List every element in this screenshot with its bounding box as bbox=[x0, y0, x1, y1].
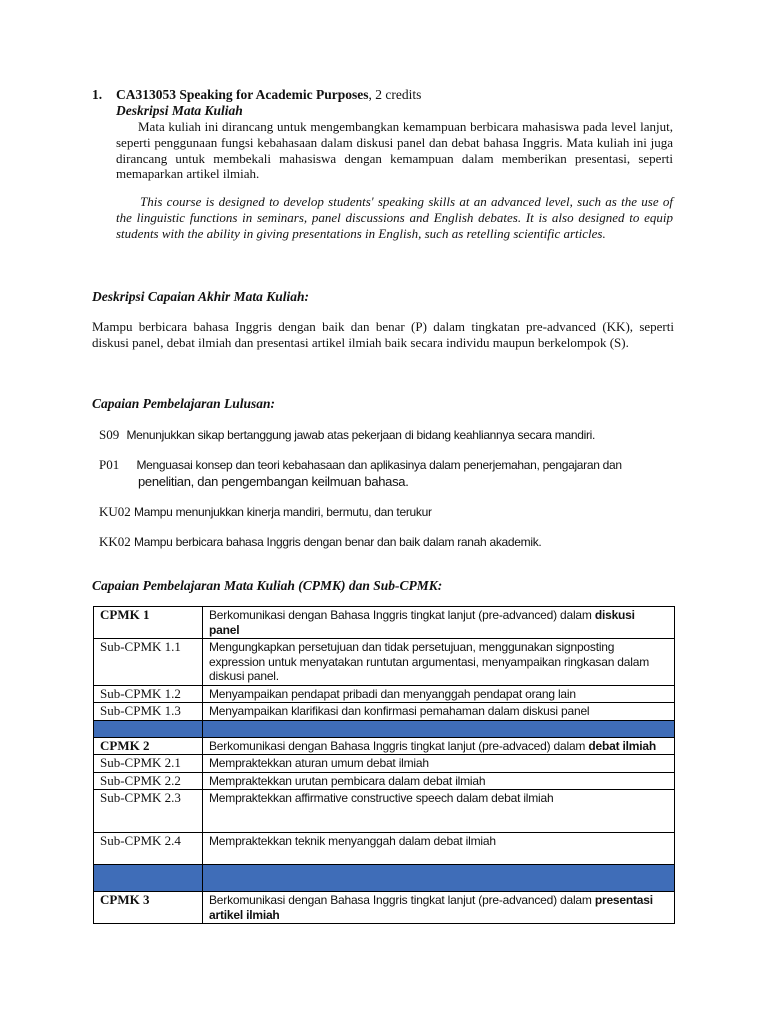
cpmk-label: CPMK 2 bbox=[94, 737, 203, 755]
cpmk-text: Berkomunikasi dengan Bahasa Inggris tingkat lanjut (pre-advanced) dalam bbox=[209, 893, 595, 907]
outcome-item bbox=[99, 456, 622, 474]
course-credits: , 2 credits bbox=[368, 87, 422, 102]
cpmk-label: CPMK 1 bbox=[94, 607, 203, 639]
sub-cpmk-label: Sub-CPMK 2.1 bbox=[94, 755, 203, 773]
course-heading bbox=[92, 87, 421, 103]
separator-row bbox=[94, 720, 675, 737]
final-outcome-text: Mampu berbicara bahasa Inggris dengan baik dan benar (P) dalam tingkatan pre-advanced (KK), seperti diskusi panel, debat ilmiah dan presentasi artikel ilmiah baik secara individu maupun berkelompok (S). bbox=[92, 319, 674, 350]
sub-cpmk-text: Mempraktekkan affirmative constructive speech dalam debat ilmiah bbox=[203, 790, 675, 833]
cpmk-heading: Capaian Pembelajaran Mata Kuliah (CPMK) dan Sub-CPMK: bbox=[92, 578, 443, 593]
cpmk-description bbox=[203, 607, 675, 639]
sub-cpmk-label: Sub-CPMK 2.2 bbox=[94, 772, 203, 790]
table-row bbox=[94, 737, 675, 755]
cpmk-topic: debat ilmiah bbox=[588, 738, 656, 753]
table-row bbox=[94, 607, 675, 639]
table-row bbox=[94, 833, 675, 865]
sub-cpmk-text: Mengungkapkan persetujuan dan tidak persetujuan, menggunakan signposting expression untuk menyatakan runtutan argumentasi, menyampaikan ringkasan dalam diskusi panel. bbox=[203, 639, 675, 686]
sub-cpmk-text: Mempraktekkan teknik menyanggah dalam debat ilmiah bbox=[203, 833, 675, 865]
cpmk-topic: diskusi panel bbox=[209, 608, 635, 637]
sub-cpmk-text: Mempraktekkan aturan umum debat ilmiah bbox=[203, 755, 675, 773]
outcome-text: Menunjukkan sikap bertanggung jawab atas pekerjaan di bidang keahliannya secara mandiri. bbox=[126, 428, 596, 442]
outcome-code: KU02 bbox=[99, 504, 131, 519]
table-row bbox=[94, 703, 675, 721]
separator-row bbox=[94, 865, 675, 892]
table-row bbox=[94, 892, 675, 924]
course-description-heading: Deskripsi Mata Kuliah bbox=[116, 103, 243, 118]
outcome-text-continued: penelitian, dan pengembangan keilmuan bahasa. bbox=[138, 474, 409, 489]
sub-cpmk-label: Sub-CPMK 2.3 bbox=[94, 790, 203, 833]
outcome-code: P01 bbox=[99, 457, 120, 472]
table-row bbox=[94, 772, 675, 790]
table-row bbox=[94, 755, 675, 773]
cpmk-table bbox=[93, 606, 675, 924]
course-description-id: Mata kuliah ini dirancang untuk mengembangkan kemampuan berbicara mahasiswa pada level lanjut, seperti penggunaan fungsi kebahasaan dalam diskusi panel dan debat bahasa Inggris. Mata kuliah ini juga dirancang untuk membekali mahasiswa dengan kemampuan dalam memberikan presentasi, seperti memaparkan artikel ilmiah. bbox=[116, 119, 673, 182]
sub-cpmk-label: Sub-CPMK 1.1 bbox=[94, 639, 203, 686]
course-description-en: This course is designed to develop students' speaking skills at an advanced level, such as the use of the linguistic functions in seminars, panel discussions and English debates. It is also designed to equip students with the ability in giving presentations in English, such as retelling scientific articles. bbox=[116, 194, 673, 241]
graduate-outcomes-heading: Capaian Pembelajaran Lulusan: bbox=[92, 396, 276, 411]
table-row bbox=[94, 685, 675, 703]
cpmk-text: Berkomunikasi dengan Bahasa Inggris tingkat lanjut (pre-advaced) dalam bbox=[209, 738, 589, 753]
outcome-code: S09 bbox=[99, 427, 120, 442]
cpmk-label: CPMK 3 bbox=[94, 892, 203, 924]
cpmk-text: Berkomunikasi dengan Bahasa Inggris tingkat lanjut (pre-advanced) dalam bbox=[209, 608, 595, 622]
outcome-text: Menguasai konsep dan teori kebahasaan dan aplikasinya dalam penerjemahan, pengajaran dan bbox=[136, 458, 622, 472]
final-outcome-heading: Deskripsi Capaian Akhir Mata Kuliah: bbox=[92, 289, 310, 304]
sub-cpmk-label: Sub-CPMK 1.3 bbox=[94, 703, 203, 721]
outcome-item bbox=[99, 503, 432, 521]
sub-cpmk-text: Menyampaikan klarifikasi dan konfirmasi pemahaman dalam diskusi panel bbox=[203, 703, 675, 721]
sub-cpmk-label: Sub-CPMK 2.4 bbox=[94, 833, 203, 865]
cpmk-description bbox=[203, 737, 675, 755]
sub-cpmk-label: Sub-CPMK 1.2 bbox=[94, 685, 203, 703]
outcome-item bbox=[99, 426, 595, 444]
cpmk-description bbox=[203, 892, 675, 924]
sub-cpmk-text: Menyampaikan pendapat pribadi dan menyanggah pendapat orang lain bbox=[203, 685, 675, 703]
outcome-item bbox=[99, 533, 541, 551]
outcome-text: Mampu berbicara bahasa Inggris dengan benar dan baik dalam ranah akademik. bbox=[134, 535, 542, 549]
outcome-text: Mampu menunjukkan kinerja mandiri, bermutu, dan terukur bbox=[134, 505, 432, 519]
cpmk-topic: presentasi artikel ilmiah bbox=[209, 893, 653, 922]
outcome-code: KK02 bbox=[99, 534, 131, 549]
table-row bbox=[94, 790, 675, 833]
course-title: CA313053 Speaking for Academic Purposes bbox=[116, 87, 369, 102]
sub-cpmk-text: Mempraktekkan urutan pembicara dalam debat ilmiah bbox=[203, 772, 675, 790]
course-number: 1. bbox=[92, 87, 103, 102]
table-row bbox=[94, 639, 675, 686]
